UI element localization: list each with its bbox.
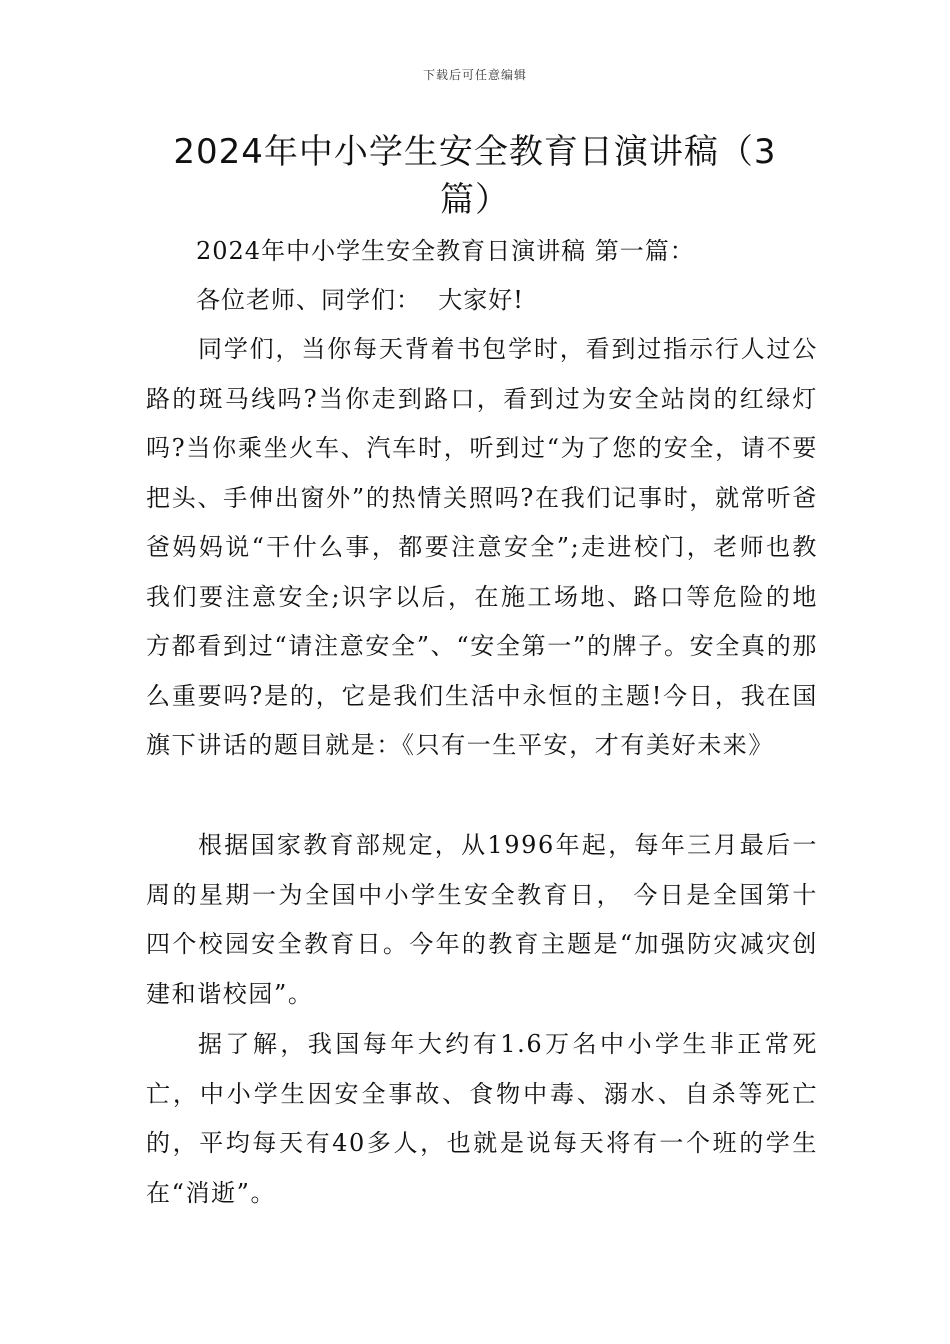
- section-heading: 2024年中小学生安全教育日演讲稿 第一篇：: [196, 237, 695, 265]
- paragraph-2: 根据国家教育部规定，从1996年起，每年三月最后一周的星期一为全国中小学生安全教育日， 今日是全国第十四个校园安全教育日。今年的教育主题是“加强防灾减灾创建和谐校园”。: [146, 831, 818, 1008]
- greeting: 各位老师、同学们： 大家好!: [196, 286, 524, 314]
- header-note: 下载后可任意编辑: [422, 68, 527, 82]
- paragraph-3: 据了解，我国每年大约有1.6万名中小学生非正常死亡，中小学生因安全事故、食物中毒、溺水、自杀等死亡的，平均每天有40多人，也就是说每天将有一个班的学生在“消逝”。: [146, 1030, 818, 1207]
- paragraph-1: 同学们，当你每天背着书包学时，看到过指示行人过公路的斑马线吗?当你走到路口，看到过为安全站岗的红绿灯吗?当你乘坐火车、汽车时，听到过“为了您的安全，请不要把头、手伸出窗外”的热情关照吗?在我们记事时，就常听爸爸妈妈说“干什么事，都要注意安全”;走进校门，老师也教我们要注意安全;识字以后，在施工场地、路口等危险的地方都看到过“请注意安全”、“安全第一”的牌子。安全真的那么重要吗?是的，它是我们生活中永恒的主题!今日，我在国旗下讲话的题目就是：《只有一生平安，才有美好未来》: [146, 335, 818, 759]
- document-title: 2024年中小学生安全教育日演讲稿（3篇）: [173, 132, 777, 220]
